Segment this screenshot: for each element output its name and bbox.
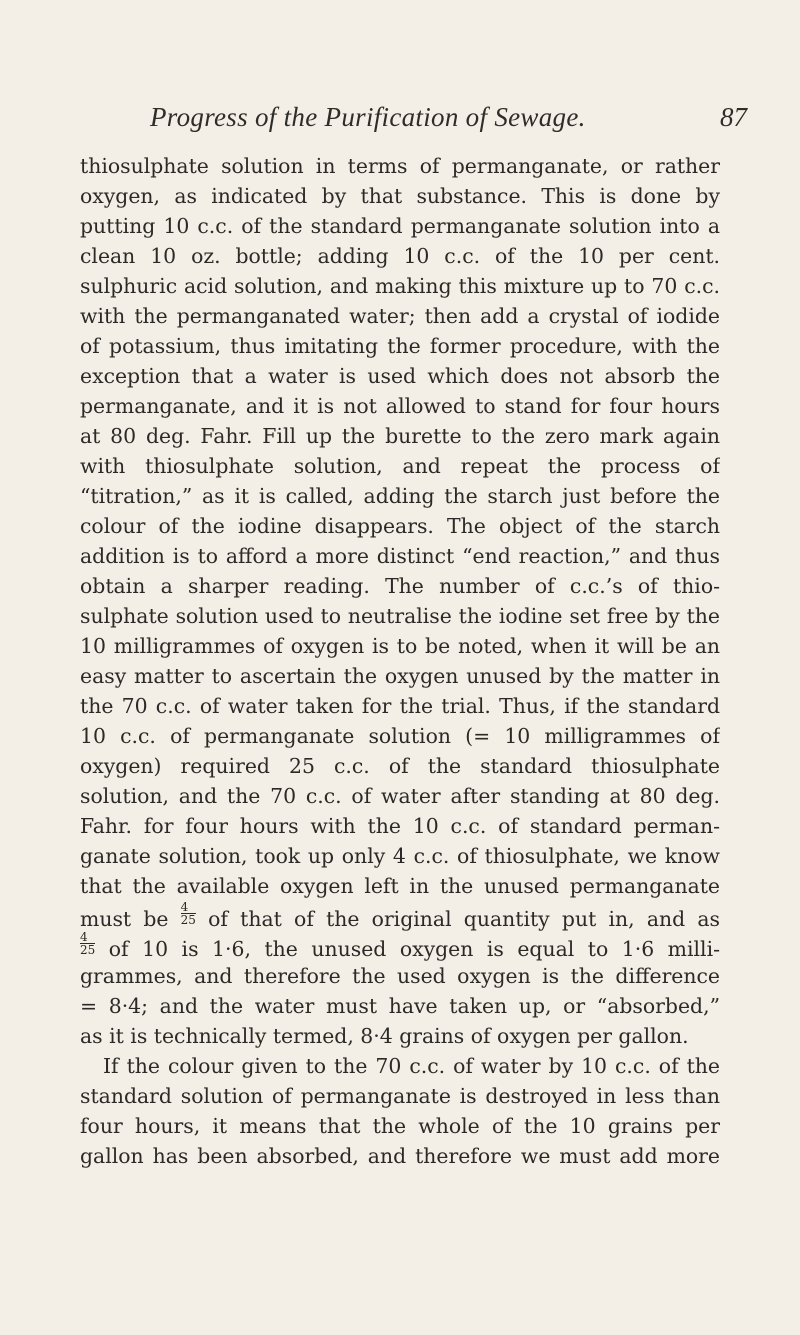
text-line: with thiosulphate solution, and repeat the process of (80, 454, 720, 478)
text-line: thiosulphate solution in terms of permanganate, or rather (80, 154, 720, 178)
text-line: ganate solution, took up only 4 c.c. of thiosulphate, we know (80, 844, 720, 868)
fraction-denominator: 25 (80, 943, 96, 957)
text-line: obtain a sharper reading. The number of c.c.’s of thio- (80, 574, 720, 598)
text-line: standard solution of permanganate is destroyed in less than (80, 1084, 720, 1108)
text-line: 10 milligrammes of oxygen is to be noted, when it will be an (80, 634, 720, 658)
text-line: “titration,” as it is called, adding the starch just before the (80, 484, 720, 508)
text-line: putting 10 c.c. of the standard permanganate solution into a (80, 214, 720, 238)
text-line: If the colour given to the 70 c.c. of water by 10 c.c. of the (103, 1054, 720, 1078)
text-line: as it is technically termed, 8·4 grains of oxygen per gallon. (80, 1024, 689, 1048)
text-line: sulphate solution used to neutralise the iodine set free by the (80, 604, 720, 628)
text-line: clean 10 oz. bottle; adding 10 c.c. of the 10 per cent. (80, 244, 720, 268)
text-line: addition is to afford a more distinct “end reaction,” and thus (80, 544, 720, 568)
text-line-with-fraction (80, 931, 720, 961)
text-line: grammes, and therefore the used oxygen is the difference (80, 964, 720, 988)
fraction-denominator: 25 (180, 913, 196, 927)
text-line: Fahr. for four hours with the 10 c.c. of standard perman- (80, 814, 720, 838)
text-line: easy matter to ascertain the oxygen unused by the matter in (80, 664, 720, 688)
text-line: oxygen) required 25 c.c. of the standard thiosulphate (80, 754, 720, 778)
text-line: permanganate, and it is not allowed to stand for four hours (80, 394, 720, 418)
text-line: with the permanganated water; then add a crystal of iodide (80, 304, 720, 328)
text-line: oxygen, as indicated by that substance. This is done by (80, 184, 720, 208)
body-text (80, 151, 720, 1171)
fraction-numerator: 4 (80, 931, 88, 944)
line-end-text: of 10 is 1·6, the unused oxygen is equal to 1·6 milli- (95, 937, 720, 961)
fraction-numerator: 4 (180, 901, 189, 914)
text-line: colour of the iodine disappears. The object of the starch (80, 514, 720, 538)
fraction-4-25 (181, 901, 196, 926)
text-line: exception that a water is used which does not absorb the (80, 364, 720, 388)
page-number: 87 (720, 102, 747, 132)
text-line: gallon has been absorbed, and therefore we must add more (80, 1144, 720, 1168)
text-line: solution, and the 70 c.c. of water after standing at 80 deg. (80, 784, 720, 808)
text-line: sulphuric acid solution, and making this mixture up to 70 c.c. (80, 274, 720, 298)
running-title: Progress of the Purification of Sewage. (150, 102, 586, 132)
text-line: 10 c.c. of permanganate solution (= 10 milligrammes of (80, 724, 720, 748)
text-line: at 80 deg. Fahr. Fill up the burette to the zero mark again (80, 424, 720, 448)
text-line: four hours, it means that the whole of the 10 grains per (80, 1114, 720, 1138)
text-line: of potassium, thus imitating the former procedure, with the (80, 334, 720, 358)
text-line-with-fraction (80, 901, 720, 931)
fraction-4-25 (80, 931, 95, 956)
text-line: the 70 c.c. of water taken for the trial. Thus, if the standard (80, 694, 720, 718)
text-line: that the available oxygen left in the unused permanganate (80, 874, 720, 898)
line-end-text: of that of the original quantity put in, and as (195, 907, 720, 931)
text-line: = 8·4; and the water must have taken up, or “absorbed,” (80, 994, 720, 1018)
line-start-text: must be (80, 907, 181, 931)
